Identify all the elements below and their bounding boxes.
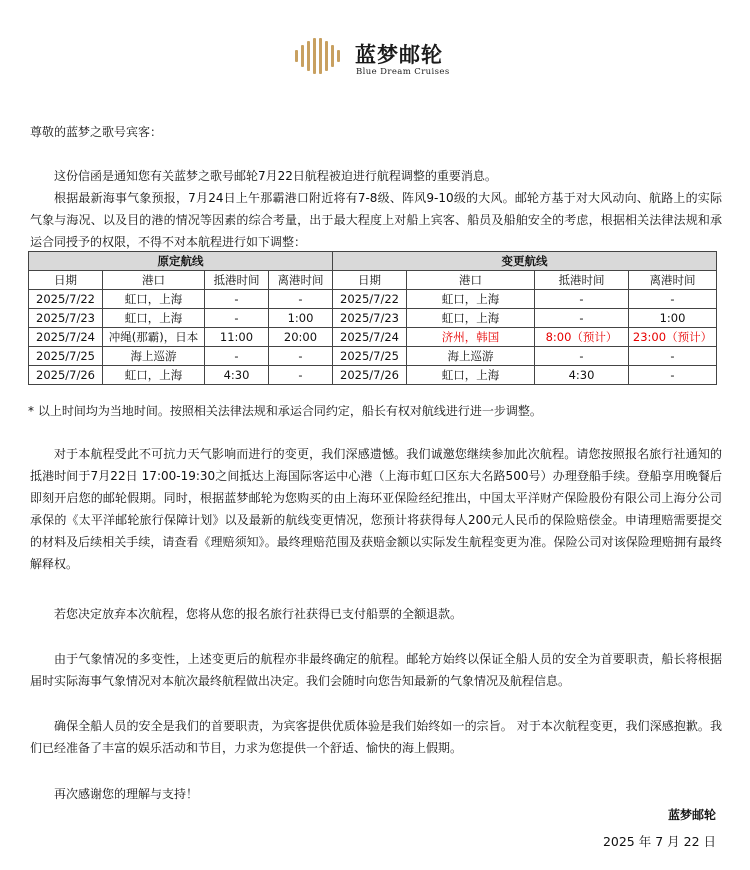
table-cell: 虹口，上海 [103,366,205,385]
table-row [29,290,717,309]
table-cell: 2025/7/25 [29,347,103,366]
table-row [29,347,717,366]
logo-mark-icon [293,38,347,74]
table-cell: - [629,347,717,366]
paragraph-text: 再次感谢您的理解与支持！ [54,787,199,801]
table-cell-changed: 8:00（预计） [535,328,629,347]
column-header: 日期 [29,271,103,290]
table-cell: - [205,309,269,328]
table-cell: 2025/7/23 [333,309,407,328]
table-cell: - [535,347,629,366]
table-cell: 1:00 [629,309,717,328]
letter-date: 2025 年 7 月 22 日 [602,834,716,849]
table-cell: 冲绳(那霸)，日本 [103,328,205,347]
column-header: 港口 [103,271,205,290]
table-cell: - [269,366,333,385]
column-header: 离港时间 [629,271,717,290]
logo-text-cn: 蓝梦邮轮 [355,43,443,67]
table-cell: 2025/7/22 [29,290,103,309]
table-cell: - [535,290,629,309]
paragraph-weather [30,648,722,692]
table-cell: 4:30 [205,366,269,385]
table-cell: 虹口，上海 [103,309,205,328]
table-cell: 2025/7/24 [333,328,407,347]
paragraph-refund [30,603,722,625]
column-header: 抵港时间 [205,271,269,290]
column-header: 抵港时间 [535,271,629,290]
table-cell: 20:00 [269,328,333,347]
table-cell: - [205,347,269,366]
table-cell-changed: 23:00（预计） [629,328,717,347]
logo-text-en: Blue Dream Cruises [356,67,450,77]
paragraph-text: 若您决定放弃本次航程，您将从您的报名旅行社获得已支付船票的全额退款。 [54,607,463,621]
signature: 蓝梦邮轮 [667,808,716,822]
table-cell: 2025/7/25 [333,347,407,366]
table-row [29,309,717,328]
table-cell: 4:30 [535,366,629,385]
column-header: 离港时间 [269,271,333,290]
table-cell: 虹口，上海 [407,309,535,328]
table-cell: 海上巡游 [103,347,205,366]
table-cell-changed: 济州，韩国 [407,328,535,347]
paragraph-text: 确保全船人员的安全是我们的首要职责，为宾客提供优质体验是我们始终如一的宗旨。 对于本次航程变更，我们深感抱歉。我们已经准备了丰富的娱乐活动和节目，力求为您提供一个舒适、愉快的海上假期。 [30,719,722,755]
table-cell: 2025/7/23 [29,309,103,328]
table-cell: 11:00 [205,328,269,347]
paragraph-thanks [30,783,722,805]
table-cell: 虹口，上海 [407,366,535,385]
table-cell: 2025/7/22 [333,290,407,309]
table-note: * 以上时间均为当地时间。按照相关法律法规和承运合同约定，船长有权对航线进行进一步调整。 [28,404,542,418]
table-column-header-row [29,271,717,290]
paragraph-apology [30,715,722,759]
table-cell: 2025/7/26 [333,366,407,385]
table-cell: 虹口，上海 [103,290,205,309]
greeting: 尊敬的蓝梦之歌号宾客： [30,125,163,139]
original-route-header: 原定航线 [29,252,333,271]
intro-paragraph: 这份信函是通知您有关蓝梦之歌号邮轮7月22日航程被迫进行航程调整的重要消息。 [54,169,497,183]
changed-route-header: 变更航线 [333,252,717,271]
intro-section [30,165,722,253]
paragraph-schedule-insurance [30,443,722,575]
intro-paragraph: 根据最新海事气象预报，7月24日上午那霸港口附近将有7-8级、阵风9-10级的大风。邮轮方基于对大风动向、航路上的实际气象与海况、以及目的港的情况等因素的综合考量，出于最大程度上对船上宾客、船员及船舶安全的考虑，根据相关法律法规和承运合同授予的权限，不得不对本航程进行如下调整： [30,191,722,249]
itinerary-table [28,251,717,385]
table-cell: - [629,290,717,309]
table-group-header-row [29,252,717,271]
table-cell: - [269,290,333,309]
table-row [29,366,717,385]
table-cell: - [205,290,269,309]
column-header: 日期 [333,271,407,290]
table-cell: 2025/7/24 [29,328,103,347]
table-cell: 虹口，上海 [407,290,535,309]
table-cell: 海上巡游 [407,347,535,366]
table-cell: 1:00 [269,309,333,328]
table-cell: - [629,366,717,385]
table-cell: 2025/7/26 [29,366,103,385]
table-row [29,328,717,347]
paragraph-text: 由于气象情况的多变性，上述变更后的航程亦非最终确定的航程。邮轮方始终以保证全船人员的安全为首要职责，船长将根据届时实际海事气象情况对本航次最终航程做出决定。我们会随时向您告知最新的气象情况及航程信息。 [30,652,722,688]
table-cell: - [535,309,629,328]
brand-logo [293,36,483,80]
paragraph-text: 对于本航程受此不可抗力天气影响而进行的变更，我们深感遗憾。我们诚邀您继续参加此次航程。请您按照报名旅行社通知的抵港时间于7月22日 17:00-19:30之间抵达上海国际客运中心港（上海市虹口区东大名路500号）办理登船手续。登船享用晚餐后即刻开启您的邮轮假期。同时，根据蓝梦邮轮为您购买的由上海环亚保险经纪推出，中国太平洋财产保险股份有限公司上海分公司承保的《太平洋邮轮旅行保障计划》以及最新的航线变更情况，您预计将获得每人200元人民币的保险赔偿金。申请理赔需要提交的材料及后续相关手续，请查看《理赔须知》。最终理赔范围及获赔金额以实际发生航程变更为准。保险公司对该保险理赔拥有最终解释权。 [30,447,722,571]
table-cell: - [269,347,333,366]
column-header: 港口 [407,271,535,290]
